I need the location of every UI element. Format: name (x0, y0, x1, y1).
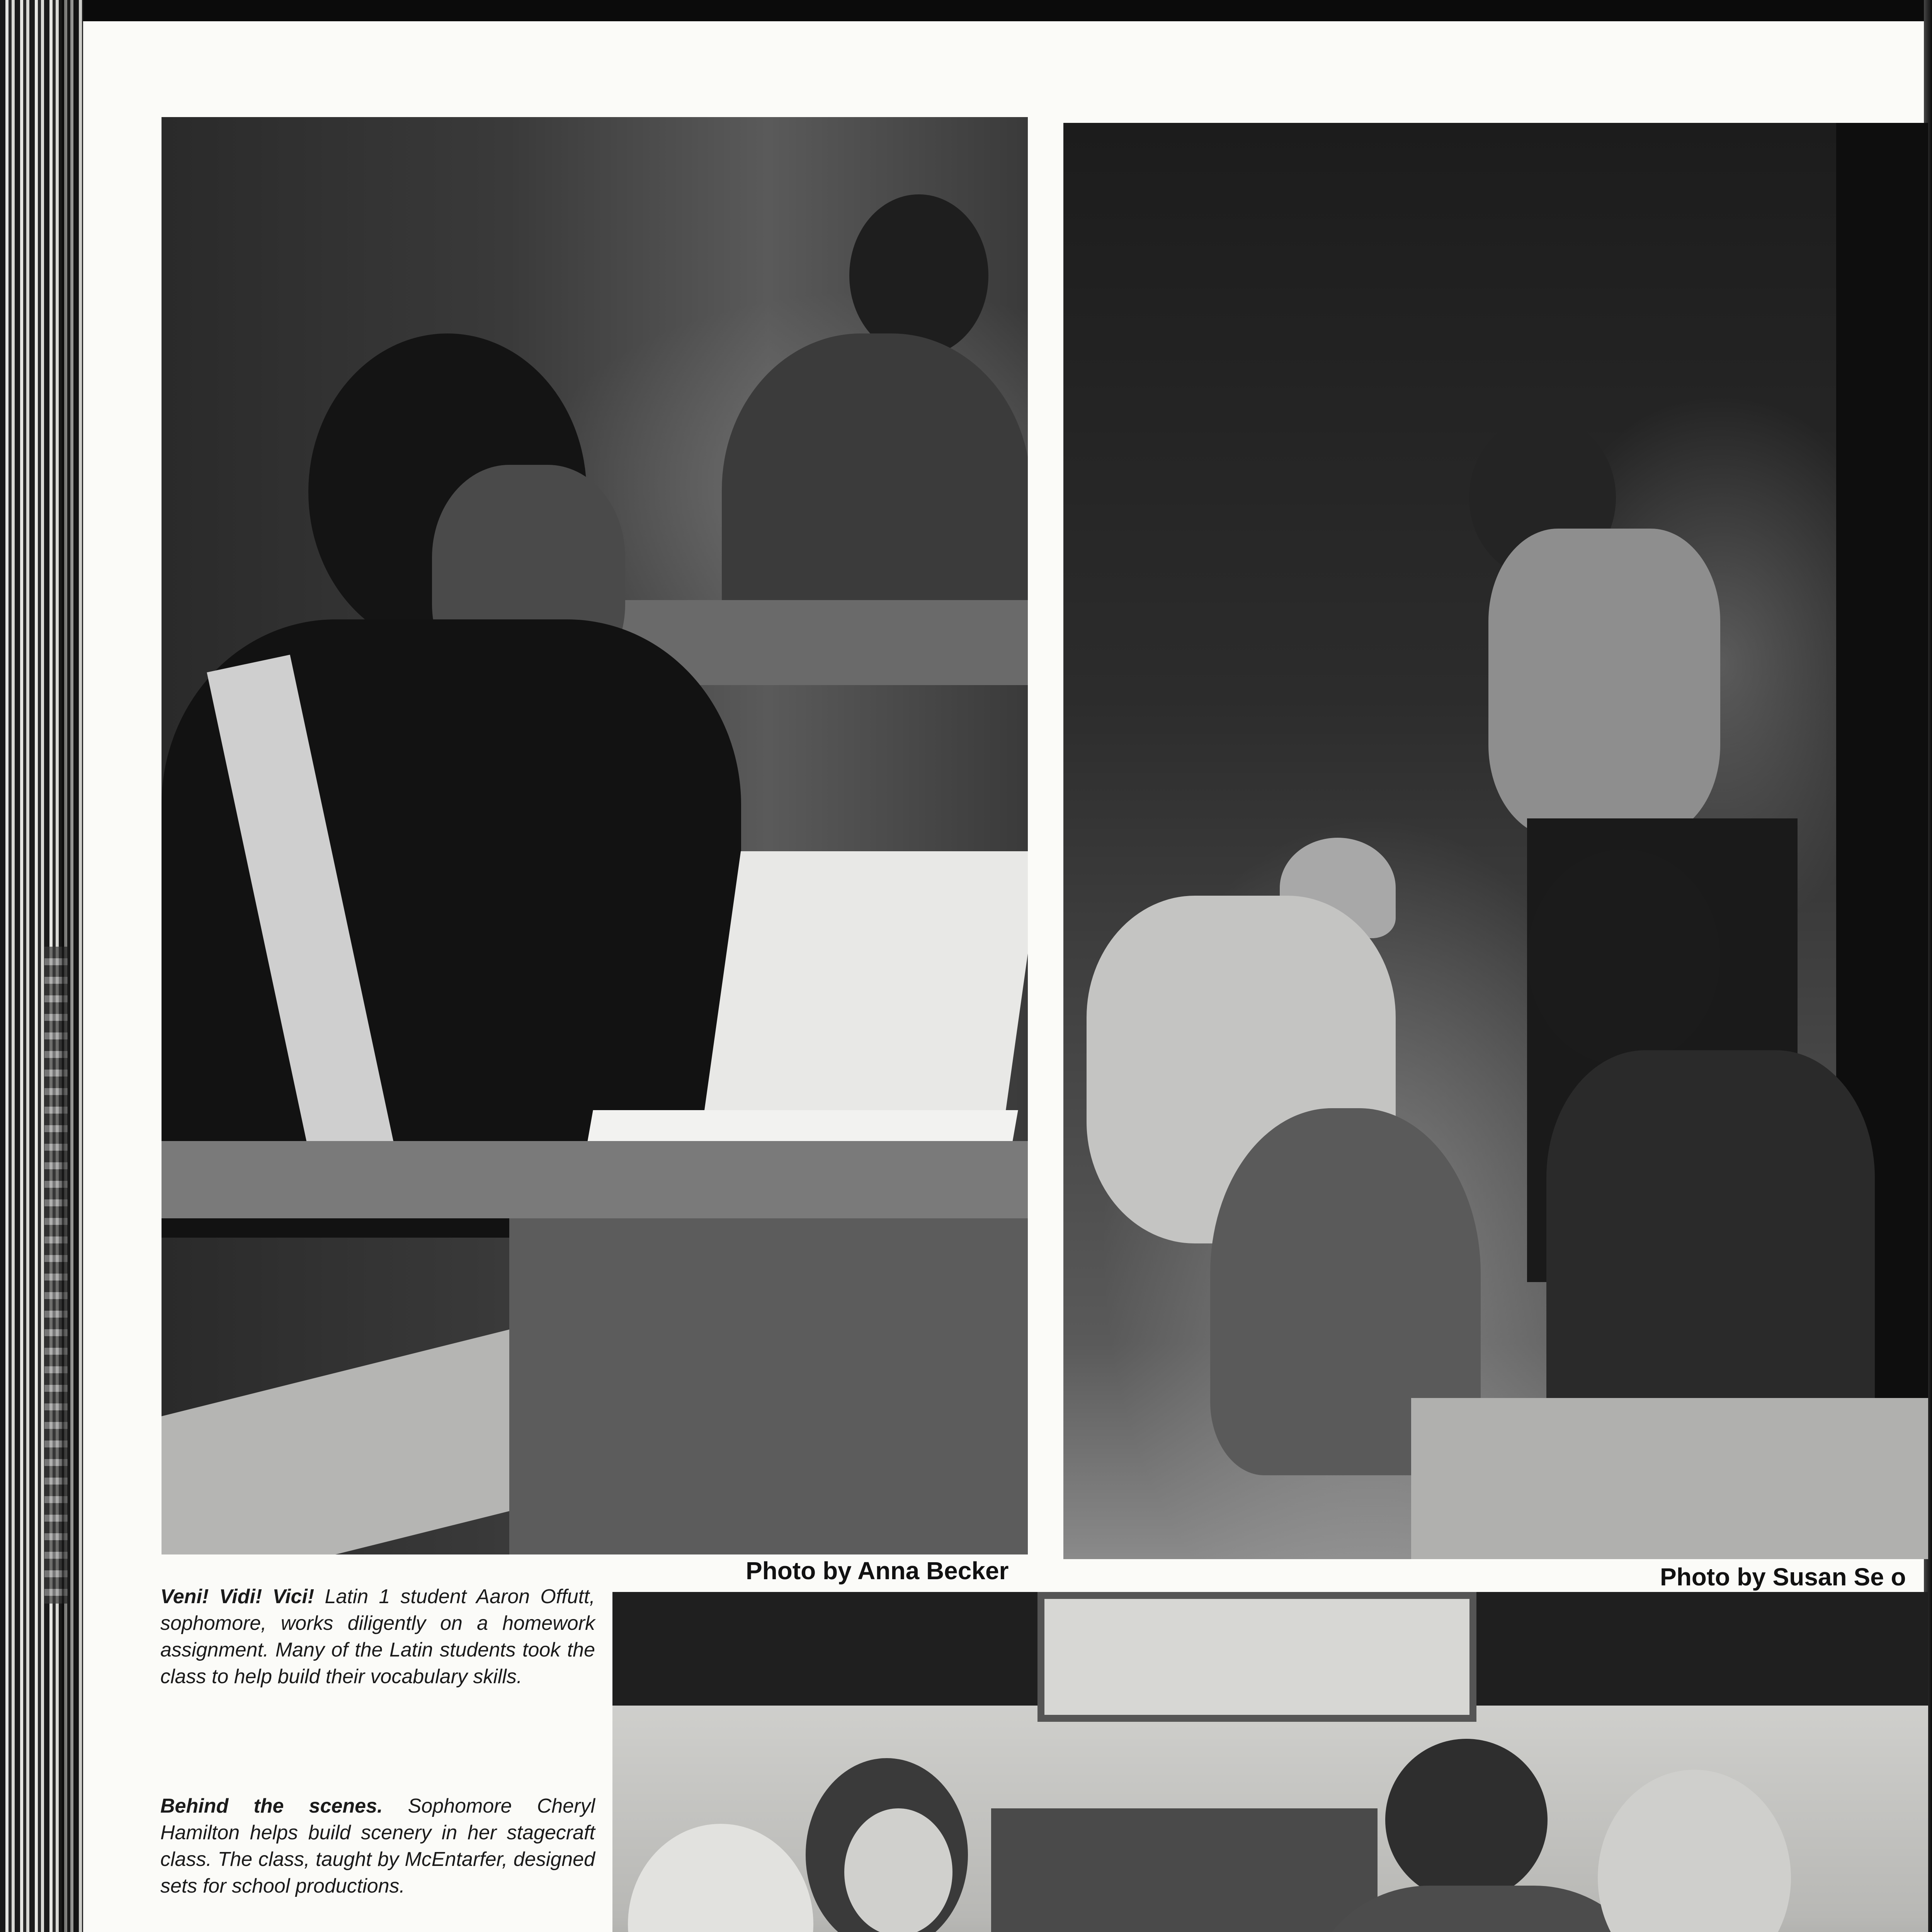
photo-latin3-students (612, 1592, 1928, 1932)
caption-lead: Behind the scenes. (160, 1795, 383, 1817)
photo-credit-becker: Photo by Anna Becker (746, 1557, 1009, 1585)
top-edge (0, 0, 1932, 21)
caption-lead: Veni! Vidi! Vici! (160, 1585, 315, 1608)
photo-latin-student (162, 117, 1028, 1554)
caption-stagecraft (160, 1793, 595, 1900)
photo-stagecraft (1063, 123, 1928, 1559)
caption-body: Sophomore Cheryl Hamilton helps build scenery in her stagecraft class. The class, taught by McEntarfer, designed sets for school productions. (160, 1795, 595, 1897)
caption-body: Latin 1 student Aaron Offutt, sophomore, works diligently on a homework assignment. Many of the Latin students took the class to help build their vocabulary skills. (160, 1585, 595, 1688)
photo-credit-segro: Photo by Susan Se o (1660, 1563, 1906, 1591)
caption-latin-student (160, 1583, 595, 1690)
spine-shadow (62, 0, 85, 1932)
